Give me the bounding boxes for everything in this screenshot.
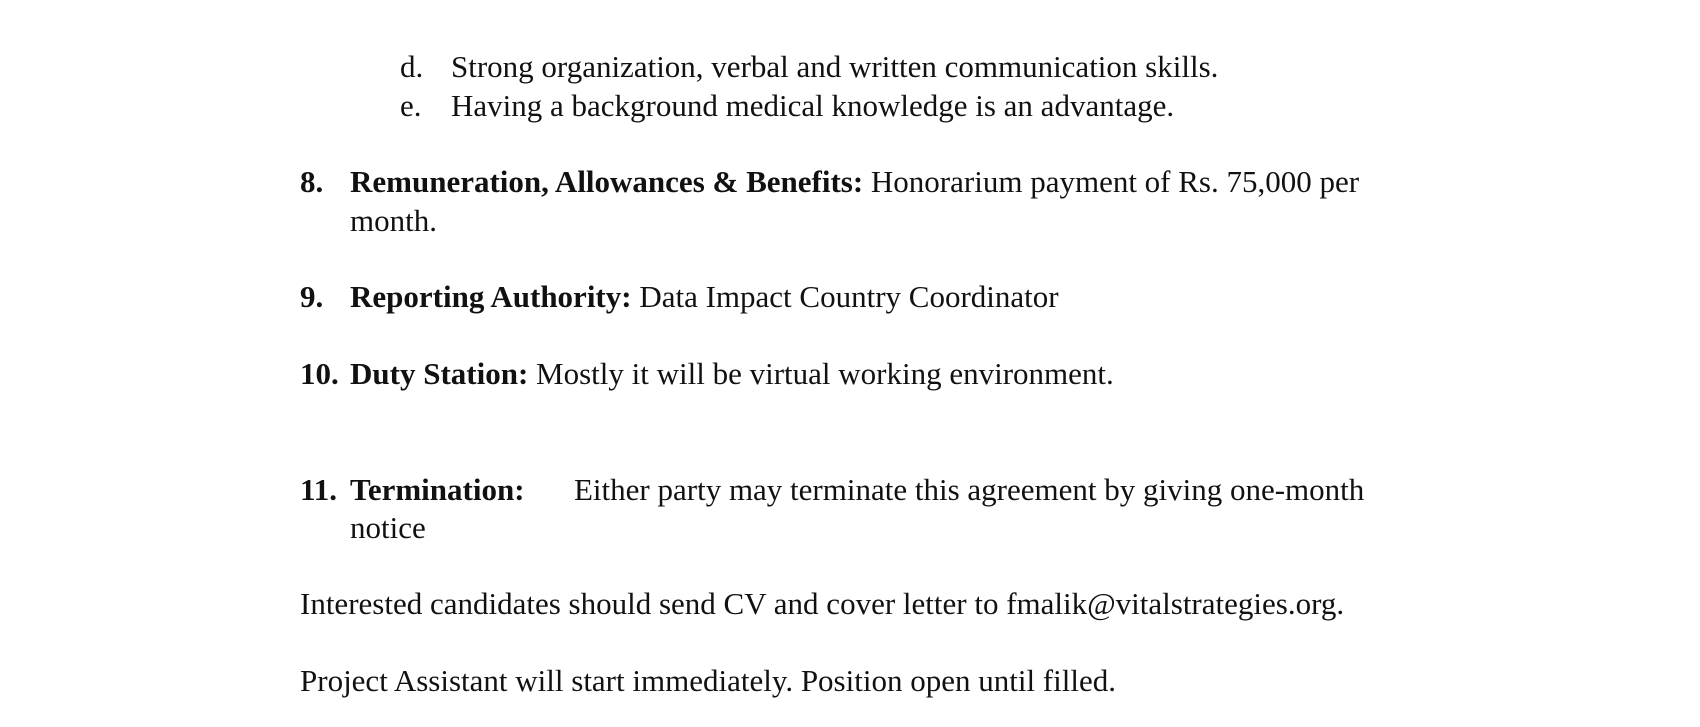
section-10-heading: Duty Station:: [350, 356, 529, 391]
section-9-text: Data Impact Country Coordinator: [639, 279, 1059, 314]
section-8-text: Honorarium payment of Rs. 75,000 per: [870, 164, 1360, 199]
section-10-body: [350, 358, 1114, 389]
section-8-continuation: month.: [350, 203, 437, 238]
section-8-heading: Remuneration, Allowances & Benefits:: [350, 164, 864, 199]
section-11-number: 11.: [300, 472, 338, 507]
section-11-heading: Termination:: [350, 472, 525, 507]
sublist-marker-e: e.: [400, 88, 422, 123]
sublist-marker-d: d.: [400, 49, 424, 84]
section-8-body: [350, 166, 1359, 197]
sublist-text-d: Strong organization, verbal and written communication skills.: [451, 49, 1219, 84]
sublist-text-e: Having a background medical knowledge is an advantage.: [451, 88, 1175, 123]
section-9-number: 9.: [300, 279, 324, 314]
sublist-item-e: [400, 90, 422, 121]
section-9-body: [350, 281, 1059, 312]
closing-contact-paragraph: Interested candidates should send CV and cover letter to fmalik@vitalstrategies.org.: [300, 586, 1345, 621]
section-8-number: 8.: [300, 164, 324, 199]
sublist-item-d: [400, 51, 423, 82]
section-11-text: Either party may terminate this agreement by giving one-month: [574, 472, 1365, 507]
section-10-number: 10.: [300, 356, 339, 391]
closing-start-paragraph: Project Assistant will start immediately. Position open until filled.: [300, 663, 1116, 698]
section-10-text: Mostly it will be virtual working environment.: [536, 356, 1114, 391]
section-11-continuation: notice: [350, 510, 426, 545]
section-9-heading: Reporting Authority:: [350, 279, 632, 314]
